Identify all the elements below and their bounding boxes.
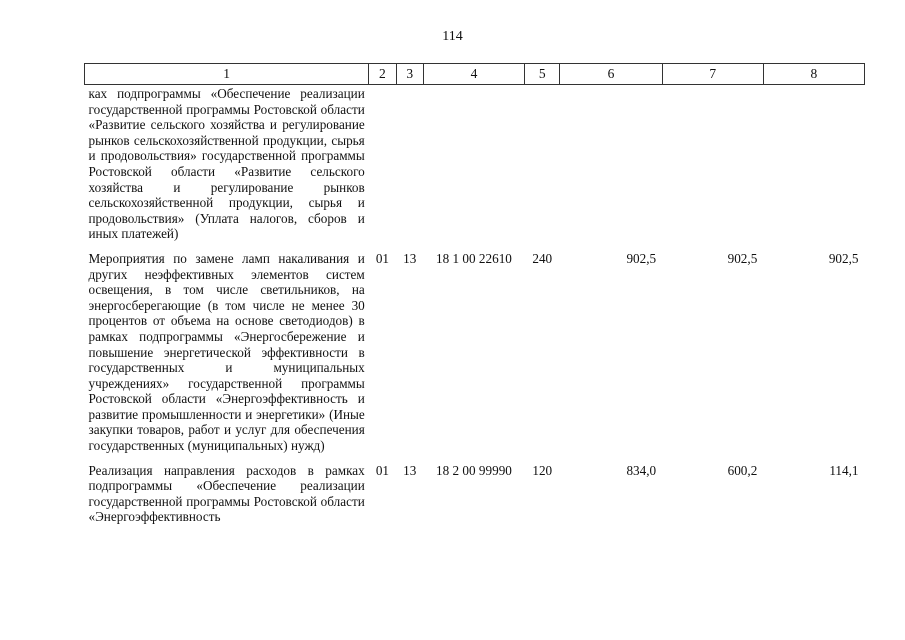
row-target-article: 18 2 00 99990 xyxy=(436,462,512,478)
row-expense-type: 120 xyxy=(532,462,553,478)
row-amount-col7 xyxy=(662,85,763,251)
column-header-4: 4 xyxy=(423,64,524,85)
row-subsection: 13 xyxy=(403,250,417,266)
budget-table xyxy=(84,63,865,534)
column-header-8: 8 xyxy=(763,64,864,85)
table-row xyxy=(85,463,865,534)
table-row xyxy=(85,85,865,251)
row-amount-col8: 902,5 xyxy=(828,250,859,266)
row-description: ках подпрограммы «Обеспечение реализации государственной программы Ростовской области «Развитие сельского хозяйства и регулирование рынков сельскохозяйственной продукции, сырья и продовольствия» государственной программы Ростовской области «Развитие сельского хозяйства и регулирование рынков сельскохозяйственной продукции, сырья и продовольствия» (Уплата налогов, сборов и иных платежей) xyxy=(88,86,365,242)
column-header-1: 1 xyxy=(85,64,369,85)
row-amount-col7: 902,5 xyxy=(727,250,758,266)
row-description: Мероприятия по замене ламп накаливания и других неэффективных элементов систем освещения, в том числе светильников, на энергосберегающие (в том числе не менее 30 процентов от объема на основе светодиодов) в рамках подпрограммы «Энергосбережение и повышение энергетической эффективности в государственных и муниципальных учреждениях» государственной программы Ростовской области «Энергоэффективность и развитие промышленности и энергетики» (Иные закупки товаров, работ и услуг для обеспечения государственных (муниципальных) нужд) xyxy=(88,250,365,454)
row-expense-type xyxy=(525,85,560,251)
row-section xyxy=(369,85,396,251)
row-subsection: 13 xyxy=(403,462,417,478)
row-amount-col6: 834,0 xyxy=(626,462,657,478)
row-target-article xyxy=(423,85,524,251)
row-amount-col7: 600,2 xyxy=(727,462,758,478)
row-amount-col8: 114,1 xyxy=(829,462,859,478)
column-header-6: 6 xyxy=(560,64,662,85)
column-header-3: 3 xyxy=(396,64,423,85)
table-row xyxy=(85,251,865,463)
page-number: 114 xyxy=(442,29,463,44)
row-section: 01 xyxy=(375,250,390,266)
column-header-2: 2 xyxy=(369,64,396,85)
row-subsection xyxy=(396,85,423,251)
column-header-7: 7 xyxy=(662,64,763,85)
row-amount-col8 xyxy=(763,85,864,251)
row-amount-col6 xyxy=(560,85,662,251)
row-target-article: 18 1 00 22610 xyxy=(436,250,512,266)
row-section: 01 xyxy=(375,462,390,478)
row-expense-type: 240 xyxy=(532,250,553,266)
column-header-5: 5 xyxy=(525,64,560,85)
table-header xyxy=(85,64,865,85)
row-amount-col6: 902,5 xyxy=(626,250,657,266)
row-description: Реализация направления расходов в рамках подпрограммы «Обеспечение реализации государственной программы Ростовской области «Энергоэффективность xyxy=(88,462,365,525)
